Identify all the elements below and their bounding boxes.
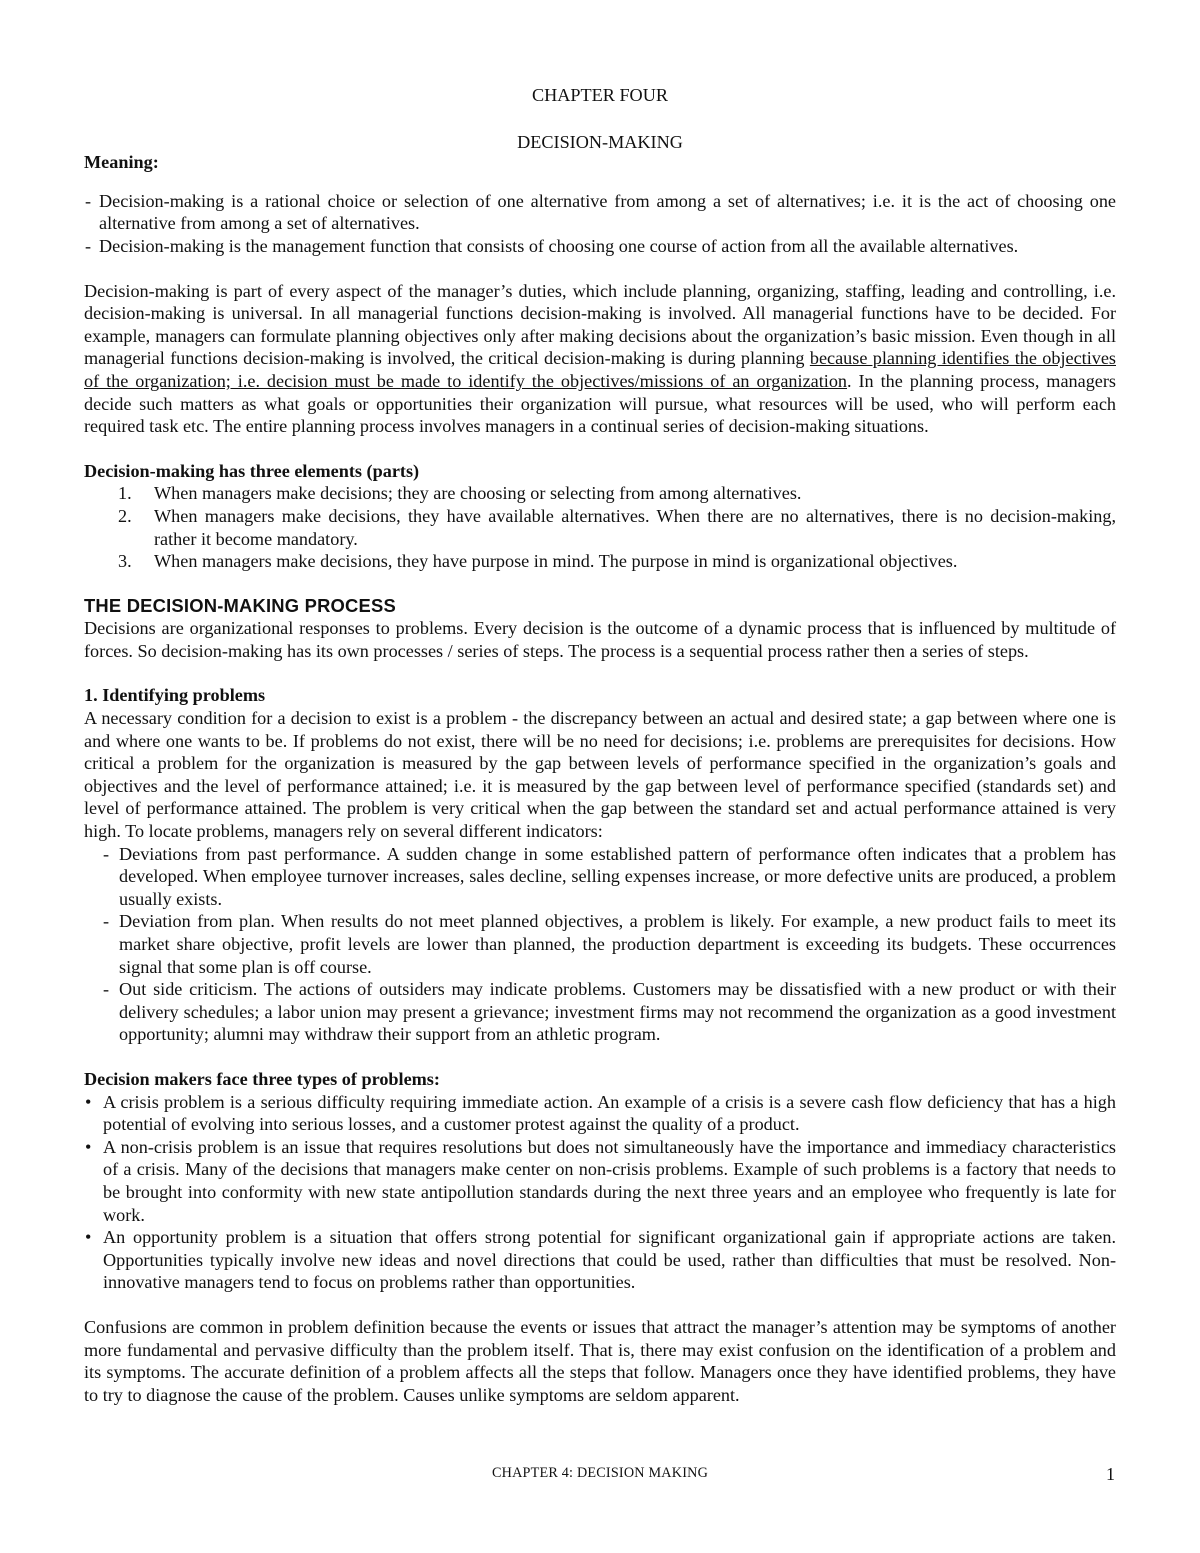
elements-heading: Decision-making has three elements (parts) bbox=[84, 460, 420, 481]
list-item bbox=[84, 505, 1116, 550]
list-item: • A non-crisis problem is an issue that requires resolutions but does not simultaneously have the importance and immediacy characteristics of a crisis. Many of the decisions that managers make center on non-crisis problems. Example of such problems is a factory that needs to be brought into conformity with new state antipollution standards during the next three years and an employee who frequently is late for work. bbox=[84, 1136, 1116, 1226]
page-number: 1 bbox=[1106, 1464, 1115, 1484]
intro-underlined-text: because planning identifies the objectives of the organization; i.e. decision must be made to identify the objectives/missions of an organization bbox=[84, 348, 1116, 391]
types-list bbox=[84, 1091, 1116, 1294]
process-paragraph: Decisions are organizational responses to problems. Every decision is the outcome of a dynamic process that is influenced by multitude of forces. So decision-making has its own processes / series of steps. The process is a sequential process rather then a series of steps. bbox=[84, 618, 1116, 661]
list-item: - Deviations from past performance. A sudden change in some established pattern of performance often indicates that a problem has developed. When employee turnover increases, sales decline, selling expenses increase, or more defective units are produced, a problem usually exists. bbox=[84, 843, 1116, 911]
list-item bbox=[84, 482, 1116, 505]
list-item: • An opportunity problem is a situation that offers strong potential for significant organizational gain if appropriate actions are taken. Opportunities typically involve new ideas and novel directions that could be used, rather than difficulties that must be resolved. Non-innovative managers tend to focus on problems rather than opportunities. bbox=[84, 1226, 1116, 1294]
item-text: When managers make decisions, they have purpose in mind. The purpose in mind is organizational objectives. bbox=[154, 551, 958, 572]
intro-text: Decision-making is part of every aspect of the manager’s duties, which include planning, organizing, staffing, leading and controlling, i.e. decision-making is universal. In all managerial functions decision-making is involved. All managerial functions have to be decided. For example, managers can formulate planning objectives only after making decisions about the organization’s basic mission. Even though in all managerial functions decision-making is involved, the critical decision-making is during planning bbox=[84, 280, 1116, 369]
list-item: - Decision-making is a rational choice or selection of one alternative from among a set of alternatives; i.e. it is the act of choosing one alternative from among a set of alternatives. bbox=[84, 190, 1116, 235]
types-heading: Decision makers face three types of problems: bbox=[84, 1068, 440, 1089]
document-page bbox=[84, 76, 1116, 1406]
intro-text-end: . In the planning process, managers decide such matters as what goals or opportunities their organization will pursue, what resources will be used, who will perform each required task etc. The entire planning process involves managers in a continual series of decision-making situations. bbox=[84, 370, 1116, 437]
intro-paragraph bbox=[84, 280, 1116, 438]
elements-list bbox=[84, 482, 1116, 572]
page-footer: CHAPTER 4: DECISION MAKING bbox=[491, 1465, 709, 1481]
chapter-title: CHAPTER FOUR bbox=[532, 85, 668, 105]
item-number: 1. bbox=[118, 483, 132, 504]
confusion-paragraph: Confusions are common in problem definition because the events or issues that attract the manager’s attention may be symptoms of another more fundamental and pervasive difficulty than the problem itself. That is, there may exist confusion on the identification of a problem and its symptoms. The accurate definition of a problem affects all the steps that follow. Managers once they have identified problems, they have to try to diagnose the cause of the problem. Causes unlike symptoms are seldom apparent. bbox=[84, 1316, 1116, 1405]
process-heading: THE DECISION-MAKING PROCESS bbox=[84, 594, 396, 616]
item-text: When managers make decisions, they have available alternatives. When there are no alternatives, there is no decision-making, rather it become mandatory. bbox=[154, 505, 1116, 549]
list-item: • A crisis problem is a serious difficulty requiring immediate action. An example of a crisis is a severe cash flow deficiency that has a high potential of evolving into serious losses, and a customer protest against the quality of a product. bbox=[84, 1091, 1116, 1136]
item-text: When managers make decisions; they are choosing or selecting from among alternatives. bbox=[154, 483, 802, 504]
meaning-list bbox=[84, 190, 1116, 258]
meaning-heading: Meaning: bbox=[84, 152, 159, 173]
list-item: - Out side criticism. The actions of outsiders may indicate problems. Customers may be dissatisfied with a new product or with their delivery schedules; a labor union may present a grievance; investment firms may not recommend the organization as a good investment opportunity; alumni may withdraw their support from an athletic program. bbox=[84, 978, 1116, 1046]
item-number: 3. bbox=[118, 551, 132, 572]
list-item: - Deviation from plan. When results do not meet planned objectives, a problem is likely. For example, a new product fails to meet its market share objective, profit levels are lower than planned, the production department is exceeding its budgets. These occurrences signal that some plan is off course. bbox=[84, 910, 1116, 978]
step1-heading: 1. Identifying problems bbox=[84, 685, 266, 706]
chapter-subtitle: DECISION-MAKING bbox=[517, 131, 683, 152]
item-number: 2. bbox=[118, 505, 132, 526]
step1-paragraph: A necessary condition for a decision to exist is a problem - the discrepancy between an actual and desired state; a gap between where one is and where one wants to be. If problems do not exist, there will be no need for decisions; i.e. problems are prerequisites for decisions. How critical a problem for the organization is measured by the gap between levels of performance specified in the organization’s goals and objectives and the level of performance attained; i.e. it is measured by the gap between level of performance specified (standards set) and level of performance attained. The problem is very critical when the gap between the standard set and actual performance attained is very high. To locate problems, managers rely on several different indicators: bbox=[84, 708, 1116, 842]
list-item bbox=[84, 550, 1116, 573]
list-item: - Decision-making is the management function that consists of choosing one course of action from all the available alternatives. bbox=[84, 235, 1116, 258]
indicators-list bbox=[84, 843, 1116, 1046]
